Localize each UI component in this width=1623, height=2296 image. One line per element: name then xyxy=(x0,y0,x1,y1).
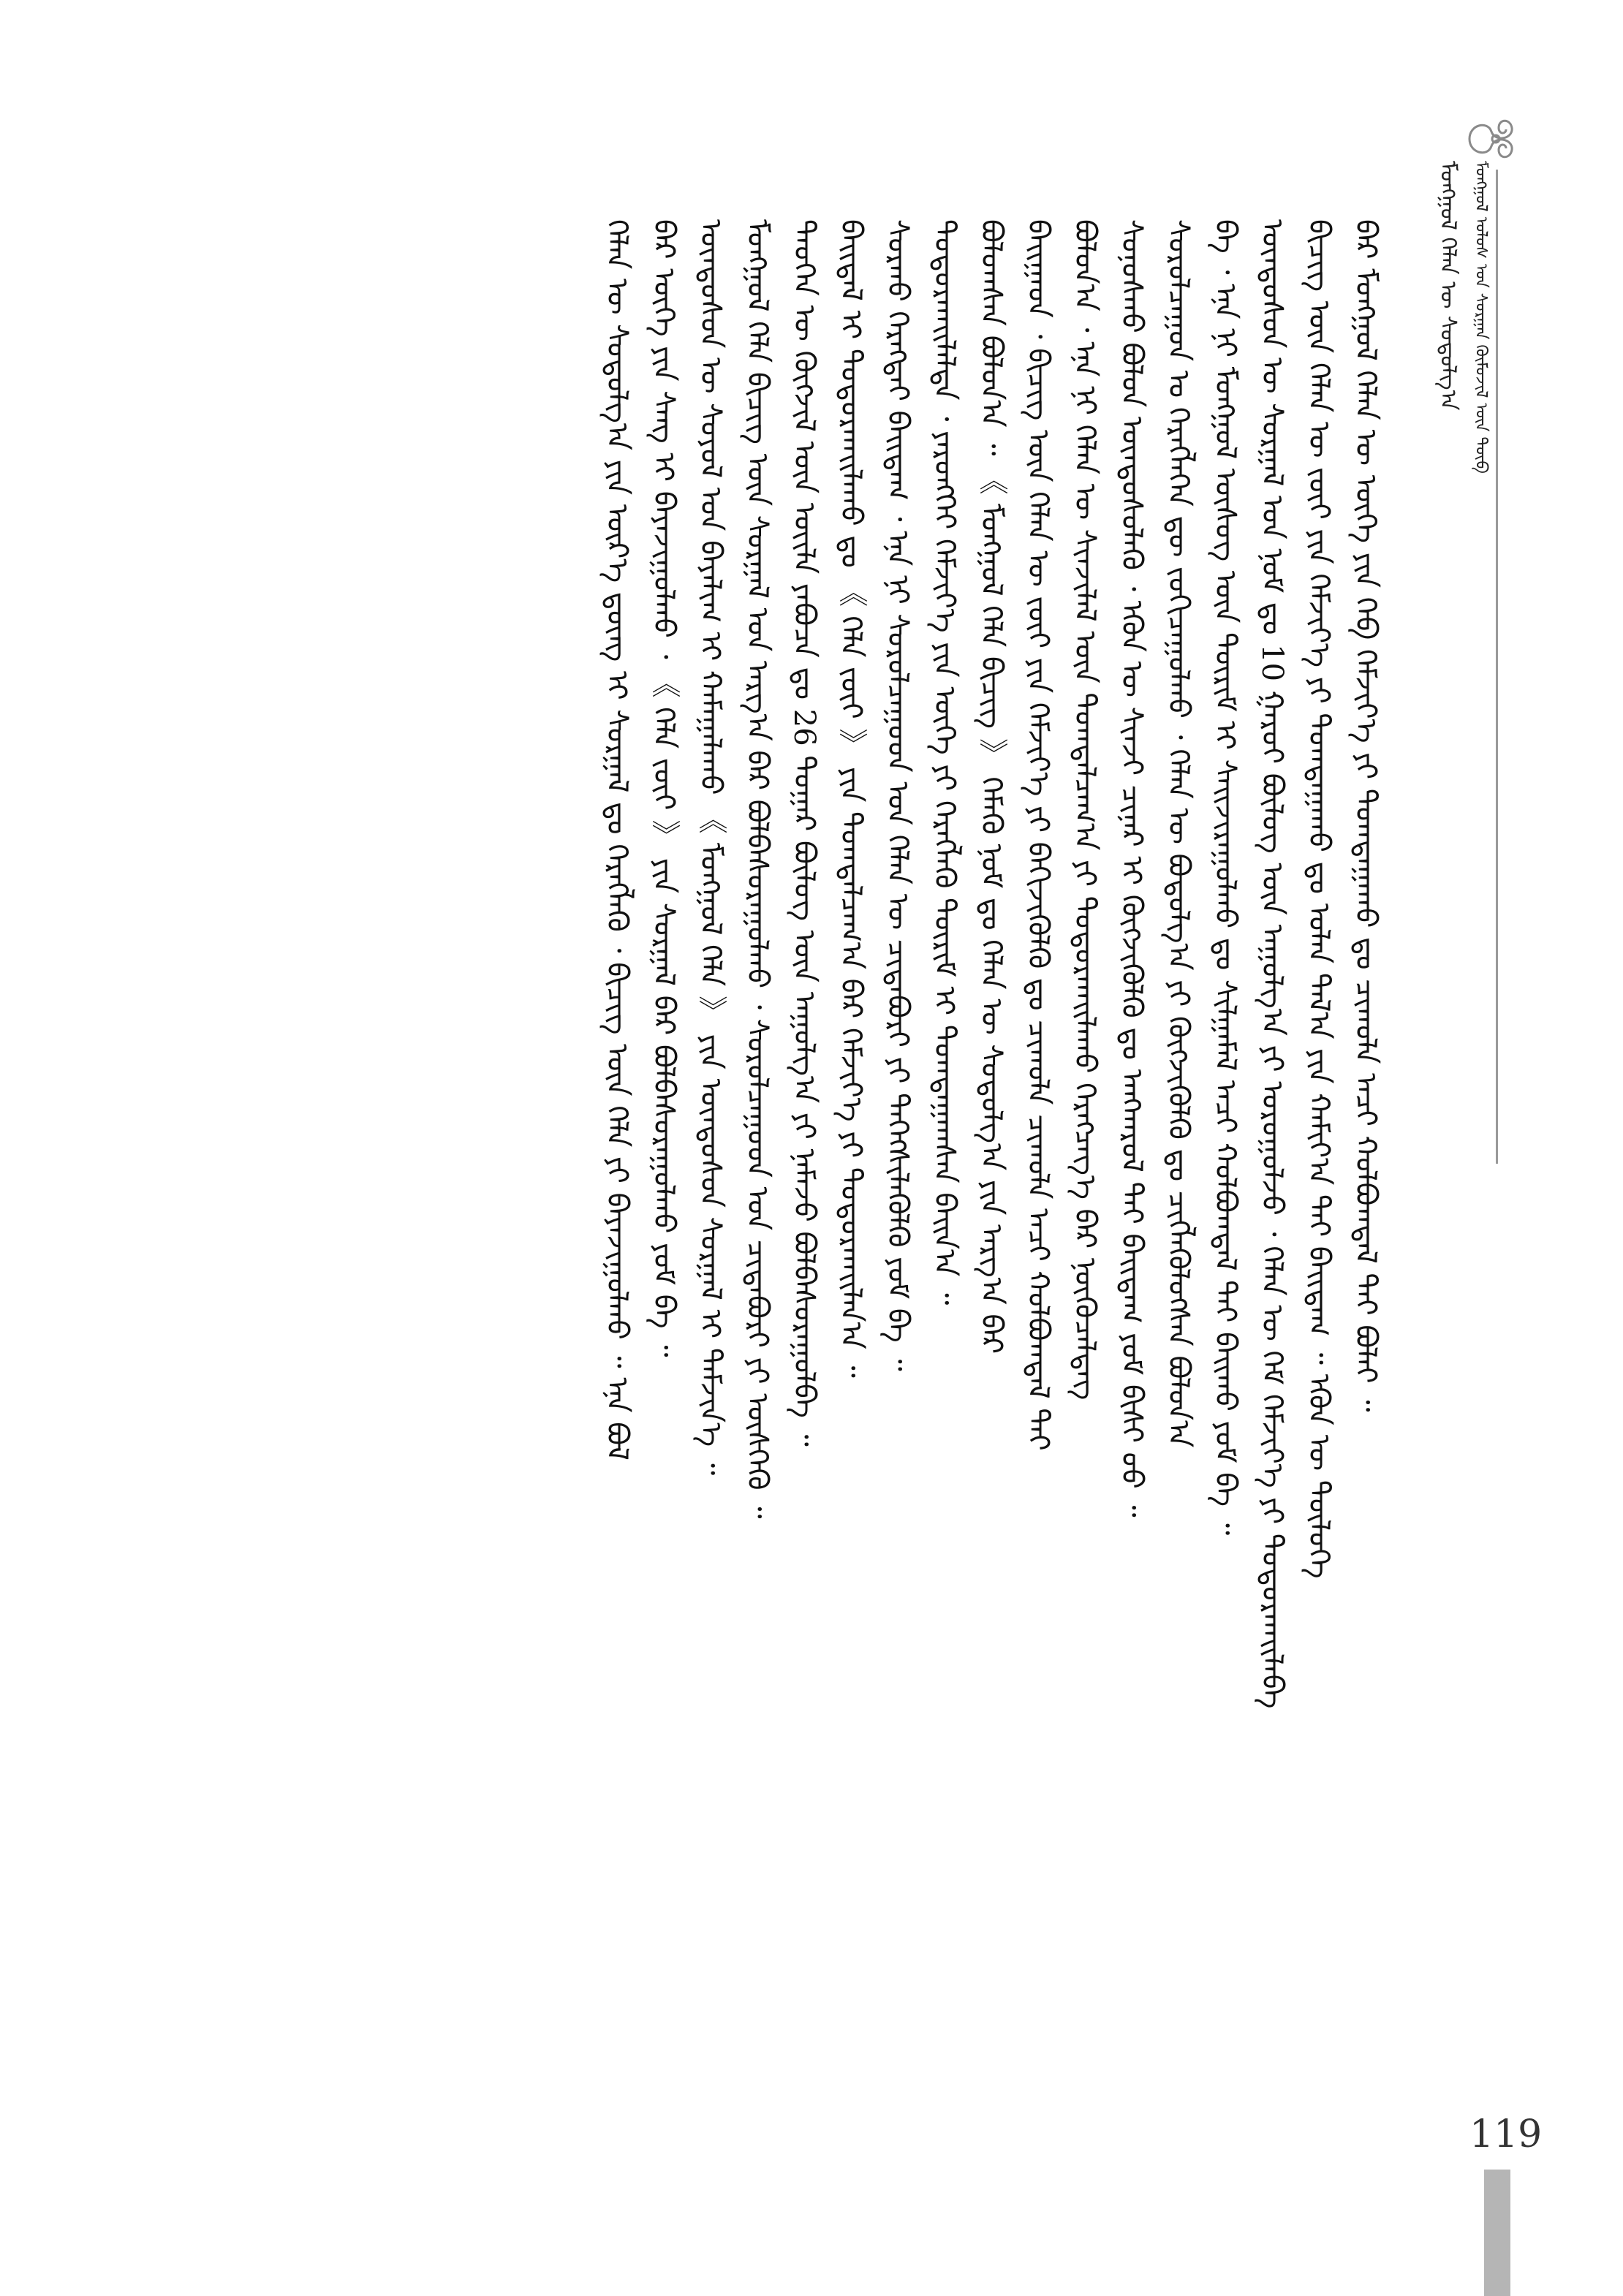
header-rule xyxy=(1496,170,1498,1164)
running-header xyxy=(1433,161,1490,1170)
text-column: ᠮᠣᠩᠭᠣᠯ ᠬᠡᠯᠡ ᠪᠢᠴᠢᠭ᠌ ᠦᠨ ᠰᠤᠷᠭᠠᠯ ᠤᠨ ᠠᠷᠭ᠎ᠠ ᠪᠠᠷ ᠪᠣᠯᠪᠠᠰᠤᠷᠠᠭᠤᠯᠬᠤ ᠂ ᠰᠤᠷᠤᠯᠴᠠᠭᠤᠳ ᠤᠨ ᠴᠢᠳᠠᠪᠤᠷᠢ ᠶᠢ ᠥᠰᠭᠡᠬᠦ ᠃ xyxy=(741,219,774,1519)
text-column: ᠲᠡᠦᠬᠡᠨ ᠦ ᠬᠥᠭᠵᠢᠯ ᠦᠨ ᠦᠢᠯᠡ ᠶᠠᠪᠤᠴᠠ ᠳᠤ 26 ᠳᠤᠭᠠᠷ ᠪᠦᠯᠦᠭ ᠦᠨ ᠠᠭᠤᠯᠭ᠎ᠠ ᠶᠢ ᠨᠡᠮᠡᠵᠦ ᠪᠣᠯᠪᠠᠰᠤᠷᠠᠭᠤᠯᠪᠠ ᠃ xyxy=(787,219,821,1447)
text-column: ᠦᠨᠳᠦᠰᠦᠨ ᠦ ᠰᠣᠶᠣᠯ ᠤᠨ ᠪᠠᠶᠠᠯᠢᠭ ᠢ ᠬᠠᠮᠠᠭᠠᠯᠠᠬᠤ 《 ᠮᠣᠩᠭᠣᠯ ᠬᠡᠯᠡ 》 ᠶᠢᠨ ᠦᠨᠳᠦᠰᠦᠨ ᠰᠤᠷᠭᠠᠯ ᠢ ᠳᠡᠮᠵᠢᠨ᠎ᠡ ᠃ xyxy=(694,219,727,1476)
text-column: ᠪᠡᠷ ᠦᠭᠡ ᠶᠢᠨ ᠰᠠᠩ ᠢ ᠪᠠᠶᠠᠵᠢᠭᠤᠯᠬᠤ ᠂ 《 ᠬᠡᠯᠡ ᠵᠦᠢ 》 ᠶᠢᠨ ᠰᠤᠷᠭᠠᠯ ᠪᠠᠷ ᠪᠣᠯᠪᠠᠰᠤᠷᠠᠭᠤᠯᠬᠤ ᠶᠤᠮ ᠪᠡ ᠃ xyxy=(647,219,681,1357)
page-number: 119 xyxy=(1469,2113,1543,2156)
thumb-tab xyxy=(1484,2170,1510,2296)
text-column: ᠪᠠᠷ ᠮᠣᠩᠭᠣᠯ ᠬᠡᠯᠡᠨ ᠦ ᠦᠭᠡ ᠶᠢᠨ ᠬᠡᠪ ᠬᠡᠮᠵᠢᠶ᠎ᠡ ᠶᠢ ᠲᠣᠭᠲᠠᠭᠠᠬᠤ ᠳᠤ ᠴᠢᠬᠤᠯᠠ ᠠᠴᠢ ᠬᠣᠯᠪᠣᠭᠳᠠᠯ ᠲᠠᠢ ᠪᠣᠯᠠᠢ ᠃ xyxy=(1349,219,1382,1412)
running-header-subtitle: ᠮᠣᠩᠭᠣᠯ ᠤᠯᠤᠰ ᠤᠨ ᠰᠤᠷᠭᠠᠨ ᠬᠦᠮᠦᠵᠢᠯ ᠦᠨ ᠲᠥᠪ xyxy=(1472,161,1490,474)
text-column: ᠪᠣᠯᠤᠭᠰᠠᠨ ᠪᠣᠯᠤᠨ᠎ᠠ ᠃ 《 ᠮᠣᠩᠭᠣᠯ ᠬᠡᠯᠡ ᠪᠢᠴᠢᠭ᠌ 》 ᠬᠡᠮᠡᠬᠦ ᠨᠣᠮ ᠳᠤ ᠬᠡᠯᠡᠨ ᠦ ᠰᠤᠳᠤᠯᠭ᠎ᠠ ᠶᠢᠨ ᠠᠷᠭ᠎ᠠ ᠪᠠᠷ xyxy=(975,219,1008,1355)
text-column: ᠲᠣᠳᠣᠷᠬᠠᠢᠯᠠᠯᠲᠠ ᠂ ᠶᠡᠷᠦᠩᠬᠡᠢ ᠬᠡᠮᠵᠢᠶ᠎ᠡ ᠶᠢᠨ ᠦᠭᠡ ᠶᠢ ᠬᠡᠷᠡᠭᠯᠡᠬᠦ ᠳᠦᠷᠢᠮ ᠢ ᠲᠣᠭᠲᠠᠭᠠᠭᠰᠠᠨ ᠪᠠᠢᠨ᠎ᠠ ᠃ xyxy=(928,219,961,1306)
text-column: ᠪᠡ ᠂ ᠡᠨᠡ ᠨᠢ ᠮᠣᠩᠭᠣᠯ ᠦᠰᠦᠭ ᠦᠨ ᠳᠦᠷᠢᠮ ᠢ ᠰᠠᠢᠵᠢᠷᠠᠭᠤᠯᠬᠤ ᠳᠤ ᠰᠢᠯᠭᠠᠮᠠᠯ ᠠᠴᠢ ᠬᠣᠯᠪᠣᠭᠳᠠᠯ ᠲᠠᠢ ᠪᠠᠢᠬᠤ ᠶᠤᠮ ᠪᠡ ᠃ xyxy=(1208,219,1242,1536)
text-column: ᠬᠡᠯᠡᠨ ᠦ ᠰᠤᠳᠤᠯᠭ᠎ᠠ ᠶᠢᠨ ᠦᠷ᠎ᠡ ᠳ᠋ᠦᠩ ᠢ ᠰᠤᠷᠭᠠᠯ ᠳᠤ ᠬᠡᠷᠡᠭᠯᠡᠬᠦ ᠂ ᠪᠢᠴᠢᠭ᠌ ᠦᠨ ᠬᠡᠯᠡ ᠶᠢ ᠪᠠᠶᠠᠵᠢᠭᠤᠯᠬᠤ ᠃ ᠡᠨᠡ ᠪᠣᠯ xyxy=(600,219,634,1460)
running-header-title: ᠮᠣᠩᠭᠣᠯ ᠬᠡᠯᠡᠨ ᠦ ᠰᠤᠳᠤᠯᠭ᠎ᠠ xyxy=(1435,161,1461,411)
text-column: ᠪᠢᠴᠢᠭ᠌ ᠦᠨ ᠬᠡᠯᠡᠨ ᠦ ᠵᠦᠢ ᠶᠢᠨ ᠬᠡᠮᠵᠢᠶ᠎ᠡ ᠶᠢ ᠲᠣᠭᠲᠠᠭᠠᠬᠤ ᠳᠤ ᠣᠯᠠᠨ ᠲᠠᠯ᠎ᠠ ᠶᠢᠨ ᠬᠠᠮᠢᠶ᠎ᠠ ᠲᠠᠢ ᠪᠠᠢᠳᠠᠭ ᠃ ᠡᠭᠦᠨ ᠦ ᠲᠥᠯᠥᠭᠡ xyxy=(1302,219,1336,1579)
body-text xyxy=(190,219,1389,2193)
scroll-ornament-icon xyxy=(1455,110,1528,168)
text-column: ᠰᠤᠷᠬᠤ ᠬᠡᠷᠡᠭᠲᠡᠢ ᠪᠠᠢᠳᠠᠭ ᠂ ᠡᠨᠡ ᠨᠢ ᠰᠤᠷᠤᠯᠴᠠᠭᠤᠳ ᠤᠨ ᠬᠡᠯᠡᠨ ᠦ ᠴᠢᠳᠠᠪᠤᠷᠢ ᠶᠢ ᠳᠡᠭᠡᠭᠰᠢᠯᠡᠭᠦᠯᠬᠦ ᠶᠤᠮ ᠪᠡ ᠃ xyxy=(881,219,915,1371)
text-column: ᠦᠨᠳᠦᠰᠦᠨ ᠦ ᠰᠤᠷᠭᠠᠯ ᠤᠨ ᠨᠣᠮ ᠳᠤ 10 ᠭᠠᠷᠤᠢ ᠪᠦᠯᠦᠭ ᠦᠨ ᠠᠭᠤᠯᠭ᠎ᠠ ᠶᠢ ᠣᠷᠣᠭᠤᠯᠵᠤ ᠂ ᠬᠡᠯᠡᠨ ᠦ ᠬᠡᠮ ᠬᠡᠮᠵᠢᠶ᠎ᠡ ᠶᠢ ᠲᠣᠳᠣᠷᠬᠠᠢᠯᠠᠪᠠ xyxy=(1255,219,1289,1709)
text-column: ᠪᠣᠯᠤᠨ᠎ᠠ ᠂ ᠡᠨᠡ ᠨᠢ ᠬᠡᠯᠡᠨ ᠦ ᠰᠢᠨᠵᠢᠯᠡᠯ ᠦᠨ ᠲᠣᠭᠲᠠᠯᠴᠠᠭ᠎ᠠ ᠶᠢ ᠲᠣᠳᠣᠷᠬᠠᠢᠯᠠᠬᠤ ᠬᠡᠷᠡᠭᠴᠡᠭ᠎ᠡ ᠪᠡᠷ ᠨᠥᠬᠦᠴᠡᠯᠳᠡᠭ xyxy=(1068,219,1102,1401)
text-column: ᠪᠠᠢᠭᠠᠳ ᠂ ᠪᠢᠴᠢᠭ᠌ ᠦᠨ ᠬᠡᠯᠡᠨ ᠦ ᠵᠦᠢ ᠶᠢᠨ ᠬᠡᠮᠵᠢᠶ᠎ᠡ ᠶᠢ ᠪᠡᠬᠢᠵᠢᠭᠦᠯᠬᠦ ᠳᠤ ᠴᠢᠬᠤᠯᠠ ᠴᠢᠬᠤᠯᠠ ᠠᠴᠢ ᠬᠣᠯᠪᠣᠭᠳᠠᠯ ᠲᠠᠢ xyxy=(1021,219,1055,1451)
text-column: ᠰᠣᠨᠣᠰᠬᠤ ᠪᠣᠯᠣᠨ ᠦᠨᠳᠦᠰᠦᠯᠡᠬᠦ ᠂ ᠡᠭᠦᠨ ᠦ ᠰᠢᠨᠵᠢ ᠴᠢᠨᠠᠷ ᠢ ᠬᠥᠭᠵᠢᠭᠦᠯᠬᠦ ᠳᠤ ᠠᠩᠬᠠᠷᠤᠯ ᠲᠠᠢ ᠪᠠᠢᠳᠠᠭ ᠶᠤᠮ ᠪᠢᠰᠢ ᠤᠤ ᠃ xyxy=(1115,219,1149,1518)
text-column: ᠪᠠᠢᠳᠠᠯ ᠢ ᠲᠣᠳᠣᠷᠬᠠᠢᠯᠠᠬᠤ ᠳᠤ 《 ᠬᠡᠯᠡ ᠵᠦᠢ 》 ᠶᠢᠨ ᠲᠣᠭᠲᠠᠯᠴᠠᠭ᠎ᠠ ᠪᠠᠷ ᠬᠡᠮᠵᠢᠶ᠎ᠡ ᠶᠢ ᠲᠣᠳᠣᠷᠬᠠᠢᠯᠠᠨ᠎ᠠ ᠃ xyxy=(834,219,868,1378)
text-column: ᠰᠤᠷᠤᠯᠴᠠᠭᠤᠨ ᠤ ᠬᠡᠷᠡᠭᠯᠡᠭᠡᠨ ᠳᠦ ᠵᠣᠬᠢᠴᠠᠭᠤᠯᠬᠤ ᠂ ᠬᠡᠯᠡᠨ ᠦ ᠪᠣᠳᠤᠯᠭ᠎ᠠ ᠶᠢ ᠬᠥᠭᠵᠢᠭᠦᠯᠬᠦ ᠳᠤ ᠴᠢᠭᠯᠡᠭᠦᠯᠦᠭᠰᠡᠨ ᠪᠣᠯᠤᠨ᠎ᠠ xyxy=(1162,219,1195,1448)
